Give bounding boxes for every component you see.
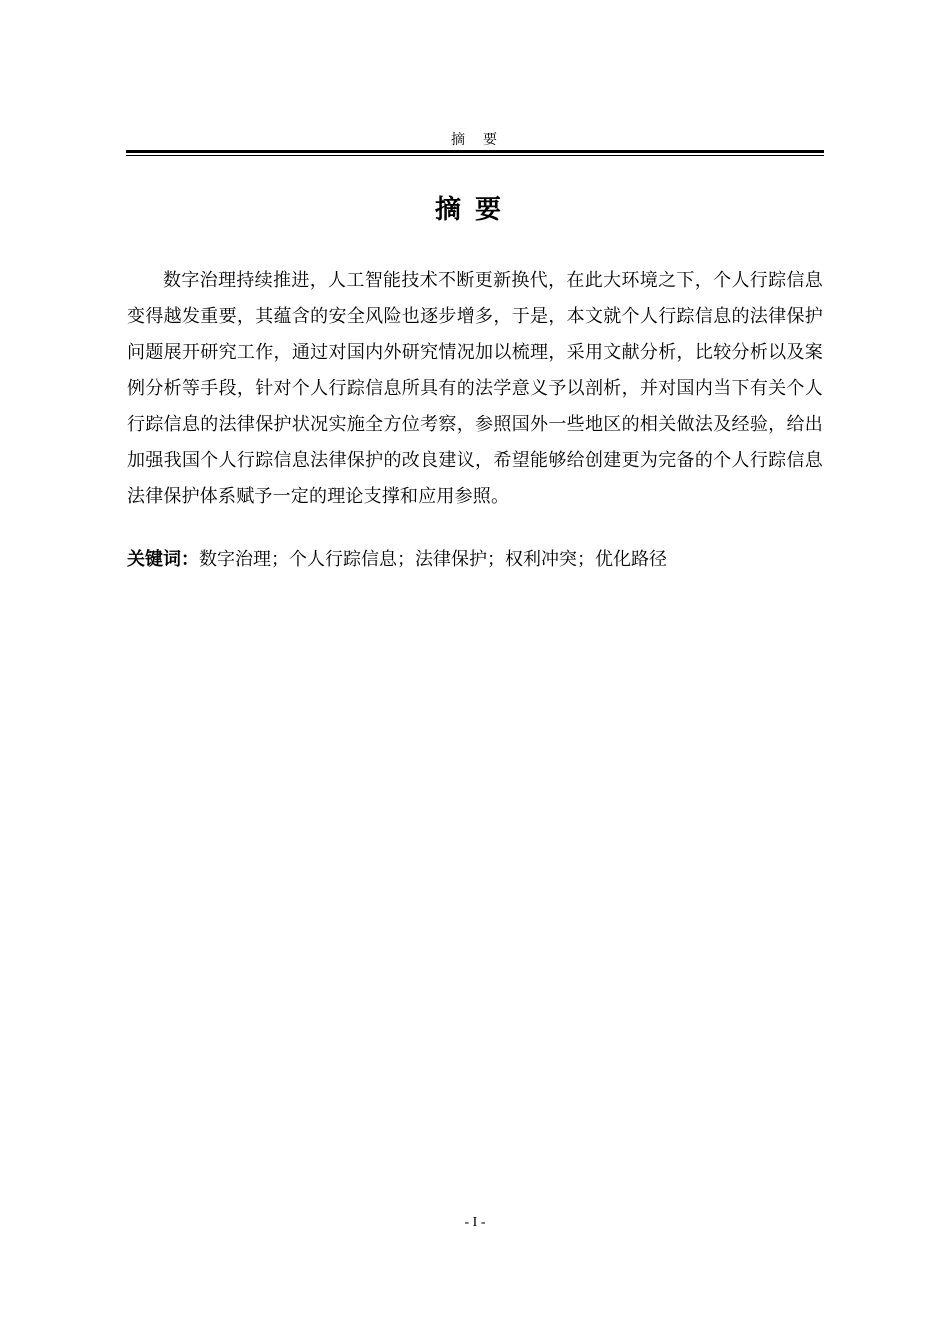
running-header: 摘 要 xyxy=(451,132,499,148)
page-number: - I - xyxy=(464,1215,486,1230)
header-rule-thin xyxy=(126,155,824,156)
abstract-paragraph: 数字治理持续推进，人工智能技术不断更新换代，在此大环境之下，个人行踪信息变得越发重要，其蕴含的安全风险也逐步增多，于是，本文就个人行踪信息的法律保护问题展开研究工作，通过对国内外研究情况加以梳理，采用文献分析，比较分析以及案例分析等手段，针对个人行踪信息所具有的法学意义予以剖析，并对国内当下有关个人行踪信息的法律保护状况实施全方位考察，参照国外一些地区的相关做法及经验，给出加强我国个人行踪信息法律保护的改良建议，希望能够给创建更为完备的个人行踪信息法律保护体系赋予一定的理论支撑和应用参照。 xyxy=(127,270,823,507)
header-rule-thick xyxy=(126,150,824,153)
keywords-line xyxy=(127,546,823,574)
keywords-label: 关键词： xyxy=(127,549,199,570)
keywords-text: 数字治理；个人行踪信息；法律保护；权利冲突；优化路径 xyxy=(199,549,667,570)
abstract-title: 摘要 xyxy=(434,195,515,225)
